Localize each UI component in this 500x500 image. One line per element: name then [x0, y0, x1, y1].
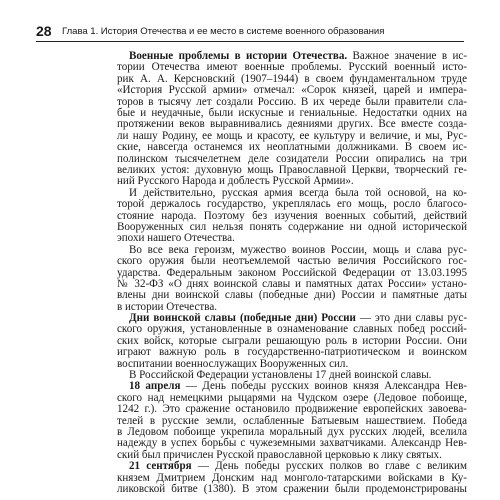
- text-line: бые и неудачные, были искусные и гениальные. Недостатки одних на: [117, 106, 467, 119]
- page-number: 28: [36, 23, 52, 39]
- text-line: торой держалось государство, укреплялась его мощь, росло благосо-: [117, 198, 467, 211]
- text-line: надежду в успех борьбы с чужеземными захватчиками. Александр Нев-: [117, 437, 467, 450]
- text-line: ударства. Федеральным законом Российской Федерации от 13.03.1995: [117, 266, 467, 279]
- text-line: ли нашу Родину, ее мощь и красоту, ее культуру и величие, и мы, Рус-: [117, 129, 467, 142]
- text-line: 1242 г.). Это сражение остановило продвижение европейских завоева-: [117, 403, 467, 416]
- text-line: ского оружия, установленные в ознаменование славных побед россий-: [117, 323, 467, 336]
- text-line: Вооруженных сил нельзя понять содержание ни одной исторической: [117, 220, 467, 233]
- text-line: полинском тысячелетнем деле созидатели России опирались на три: [117, 152, 467, 165]
- text-line: «История Русской армии» отмечал: «Сорок князей, царей и импера-: [117, 84, 467, 97]
- text-line: телей в русские земли, ослабленные Батыевым нашествием. Победа: [117, 414, 467, 427]
- text-line: стояние народа. Поэтому без изучения военных событий, действий: [117, 209, 467, 222]
- text-line: Дни воинской славы (победные дни) России — это дни славы рус-: [129, 312, 468, 325]
- text-line: Военные проблемы в истории Отечества. Важное значение в ис-: [129, 50, 467, 62]
- text-line: торов в тысячу лет создали Россию. В их череде были правители сла-: [117, 95, 467, 108]
- text-line: ского оружия были неотъемлемой частью величия Российского гос-: [117, 255, 467, 268]
- text-line: И действительно, русская армия всегда была той основой, на ко-: [129, 186, 467, 199]
- text-line: В Российской Федерации установлены 17 дней воинской славы.: [129, 369, 432, 382]
- running-head: Глава 1. История Отечества и ее место в системе военного образования: [62, 26, 385, 37]
- text-line: ний Русского Народа и доблесть Русской Армии».: [117, 175, 354, 188]
- text-line: воспитании военнослужащих Вооруженных сил.: [117, 357, 349, 370]
- date-heading: 21 сентября: [129, 460, 192, 473]
- paragraph-heading: Дни воинской славы (победные дни) России: [129, 312, 356, 325]
- text-line: ских войск, которые сыграли решающую роль в истории России. Они: [117, 334, 467, 347]
- running-header: [36, 20, 464, 42]
- text-line: ские, навсегда останемся их неоплатными должниками. В своем ис-: [117, 141, 467, 154]
- text-line: Во все века героизм, мужество воинов России, мощь и слава рус-: [129, 243, 467, 256]
- text-line: играют важную роль в государственно-патриотическом и воинском: [117, 346, 467, 359]
- text-line: рик А. А. Керсновский (1907–1944) в своем фундаментальном труде: [117, 72, 467, 85]
- text-line: эпохи нашего Отечества.: [117, 232, 235, 245]
- text-line: тории Отечества имеют военные проблемы. Русский военный исто-: [117, 61, 467, 74]
- text-line: в Ледовом побоище укрепила моральный дух русских людей, вселила: [117, 426, 467, 439]
- text-line: ский был причислен Русской православной церковью к лику святых.: [117, 448, 442, 461]
- text-line: князем Дмитрием Донским над монголо-татарскими войсками в Ку-: [117, 471, 467, 484]
- paragraph-heading: Военные проблемы в истории Отечества.: [129, 50, 348, 62]
- text-line: протяжении веков выравнивались деяниями других. Все вместе созда-: [117, 118, 467, 131]
- text-line: в истории Отечества.: [117, 300, 218, 313]
- date-heading: 18 апреля: [129, 380, 181, 393]
- text-line: № 32-ФЗ «О днях воинской славы и памятных датах России» устано-: [117, 277, 467, 290]
- text-line: ского над немецкими рыцарями на Чудском озере (Ледовое побоище,: [117, 391, 467, 404]
- text-line: ликовской битве (1380). В этом сражении были продемонстрированы: [117, 483, 467, 495]
- text-line: 21 сентября — День победы русских полков во главе с великим: [129, 460, 467, 473]
- text-line: 18 апреля — День победы русских воинов князя Александра Нев-: [129, 380, 467, 393]
- text-line: влены дни воинской славы (победные дни) России и памятные даты: [117, 289, 467, 302]
- text-line: великих устоя: духовную мощь Православной Церкви, творческий ге-: [117, 163, 467, 176]
